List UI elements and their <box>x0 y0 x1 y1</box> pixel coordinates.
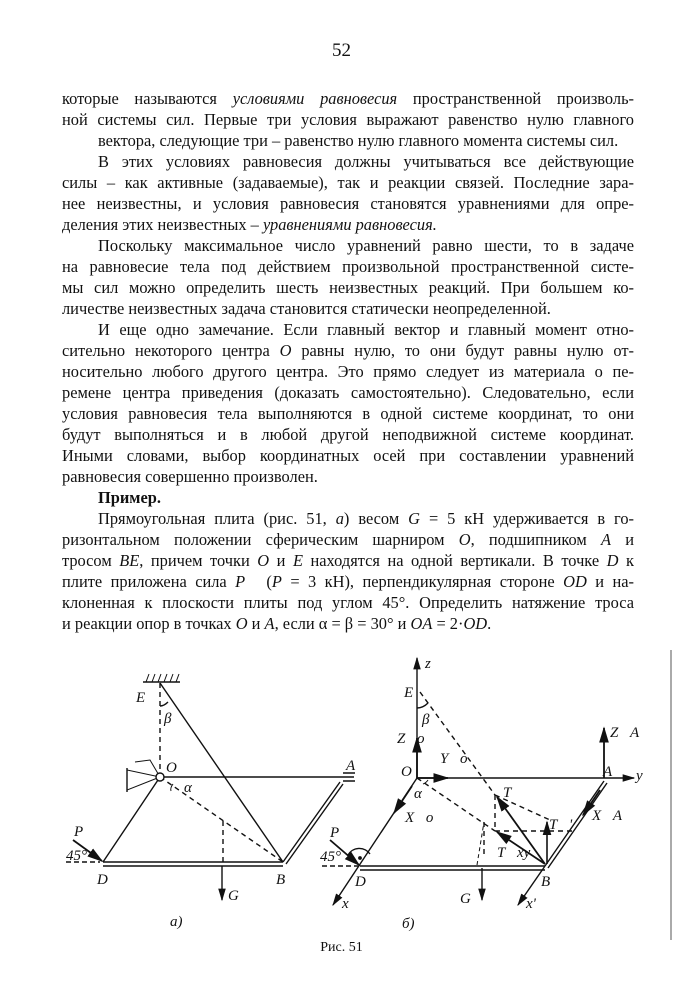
figure-a-labels <box>66 690 356 930</box>
figure-caption: Рис. 51 <box>320 940 363 955</box>
label-a: A <box>346 758 356 774</box>
italic-term: BE <box>119 551 140 570</box>
label-t-prime: T⃗' <box>549 817 573 833</box>
text-span: клоненная к плоскости плиты под углом 45°. Определить натяжение троса <box>62 593 634 612</box>
text-line <box>62 445 634 466</box>
label-p: P⃗ <box>74 824 95 840</box>
label-beta: β <box>164 711 172 727</box>
text-span: и реакции опор в точках <box>62 614 236 633</box>
text-span: к <box>618 551 635 570</box>
text-line <box>62 214 634 235</box>
text-line <box>62 592 634 613</box>
italic-term: OD <box>463 614 488 633</box>
italic-term: D <box>606 551 619 570</box>
label-angle: 45° <box>66 848 87 864</box>
label-txy: T⃗xy <box>497 845 531 861</box>
text-line <box>62 256 634 277</box>
section-heading <box>62 487 634 508</box>
italic-term: P⃗ <box>235 572 258 591</box>
text-span: силы – как активные (задаваемые), так и реакции связей. Последние зара- <box>62 173 634 192</box>
text-span: будут выполняться и в любой другой неподвижной системе координат. <box>62 425 634 444</box>
text-span: нее неизвестны, и условия равновесия становятся уравнениями для опре- <box>62 194 634 213</box>
text-line <box>62 319 634 340</box>
text-line <box>62 466 634 487</box>
text-span: Пример. <box>98 488 161 507</box>
text-span: личестве неизвестных задача становится статически неопределенной. <box>62 299 551 318</box>
text-line <box>62 340 634 361</box>
label-xa: X⃗A <box>592 808 622 824</box>
label-xo: X⃗o <box>405 810 434 826</box>
label-y: y <box>636 768 643 784</box>
figure-b <box>322 658 634 905</box>
italic-term: O <box>279 341 292 360</box>
text-span: пространственной произволь- <box>397 89 635 108</box>
text-span: В этих условиях равновесия должны учитываться все действующие <box>98 152 634 171</box>
label-x-prime: x' <box>526 896 536 912</box>
text-span: И еще одно замечание. Если главный вектор и главный момент отно- <box>98 320 634 339</box>
text-line <box>62 172 634 193</box>
text-line <box>62 88 634 109</box>
italic-term: OD <box>563 572 587 591</box>
text-span: и на- <box>586 572 634 591</box>
label-g: G⃗ <box>460 891 483 907</box>
text-span: и <box>611 530 635 549</box>
text-line <box>62 193 634 214</box>
text-span: ремене центра приведения (доказать самостоятельно). Следовательно, если <box>62 383 634 402</box>
italic-term: уравнениями равновесия. <box>262 215 437 234</box>
label-za: Z⃗A <box>610 725 640 741</box>
label-p: P⃗ <box>330 825 351 841</box>
label-t: T⃗ <box>503 785 524 801</box>
text-span: = 3 кН), перпендикулярная стороне <box>281 572 564 591</box>
text-line <box>62 130 634 151</box>
italic-term: O <box>458 530 471 549</box>
label-x: x <box>342 896 349 912</box>
page-number: 52 <box>332 40 351 61</box>
text-line <box>62 508 634 529</box>
text-line <box>62 151 634 172</box>
text-span: мы сил можно определить шесть неизвестных реакций. При большем ко- <box>62 278 634 297</box>
text-span: плите приложена сила <box>62 572 236 591</box>
label-yo: Y⃗o <box>440 751 468 767</box>
text-span: , подшипником <box>470 530 602 549</box>
text-span: , причем точки <box>139 551 258 570</box>
text-span: Поскольку максимальное число уравнений равно шести, то в задаче <box>98 236 634 255</box>
text-span: ) весом <box>343 509 409 528</box>
label-e: E <box>404 685 414 701</box>
text-span: = 2· <box>432 614 464 633</box>
text-span: деления этих неизвестных – <box>62 215 263 234</box>
text-span: и <box>269 551 293 570</box>
label-d: D <box>355 874 366 890</box>
text-span: находятся на одной вертикали. В точке <box>302 551 607 570</box>
text-line <box>62 361 634 382</box>
text-span: . <box>487 614 492 633</box>
subfigure-caption-a: а) <box>170 914 183 930</box>
text-line <box>62 613 634 634</box>
text-span: Иными словами, выбор координатных осей при составлении уравнений <box>62 446 634 465</box>
label-zo: Z⃗o <box>397 731 425 747</box>
figure-a <box>66 674 355 900</box>
label-beta: β <box>422 712 430 728</box>
text-line <box>62 571 634 592</box>
text-line <box>62 424 634 445</box>
text-span: = 5 кН удерживается в го- <box>420 509 634 528</box>
text-span: вектора, следующие три – равенство нулю главного момента системы сил. <box>98 131 619 150</box>
label-a: A <box>603 764 613 780</box>
label-b: B <box>276 872 286 888</box>
body-text <box>62 88 634 634</box>
text-span: ной системы сил. Первые три условия выражают равенство нулю главного <box>62 110 634 129</box>
italic-term: условиями равновесия <box>232 89 398 108</box>
text-span: равновесия совершенно произволен. <box>62 467 318 486</box>
italic-term: O <box>257 551 270 570</box>
text-line <box>62 382 634 403</box>
label-g: G⃗ <box>228 888 251 904</box>
text-span: тросом <box>62 551 120 570</box>
label-d: D <box>97 872 108 888</box>
text-line <box>62 298 634 319</box>
italic-term: G <box>408 509 420 528</box>
text-line <box>62 277 634 298</box>
text-line <box>62 550 634 571</box>
label-z: z <box>425 656 431 672</box>
italic-term: а <box>335 509 344 528</box>
text-span: носительно любого другого центра. Это прямо следует из материала о пе- <box>62 362 634 381</box>
label-e: E <box>136 690 146 706</box>
text-line <box>62 109 634 130</box>
text-line <box>62 403 634 424</box>
text-span: ризонтальном положении сферическим шарниром <box>62 530 459 549</box>
subfigure-caption-b: б) <box>402 916 415 932</box>
text-line <box>62 235 634 256</box>
label-alpha: α <box>184 780 192 796</box>
italic-term: O <box>235 614 248 633</box>
italic-term: E <box>292 551 303 570</box>
label-angle: 45° <box>320 849 341 865</box>
text-span: ( <box>257 572 272 591</box>
text-span: на равновесие тела под действием произвольной пространственной систе- <box>62 257 634 276</box>
text-line <box>62 529 634 550</box>
text-span: и <box>247 614 265 633</box>
text-span: Прямоугольная плита (рис. 51, <box>98 509 336 528</box>
text-span: условия равновесия тела выполняются в одной системе координат, то они <box>62 404 634 423</box>
text-span: равны нулю, то они будут равны нулю от- <box>291 341 634 360</box>
text-span: которые называются <box>62 89 233 108</box>
label-o: O <box>166 760 177 776</box>
text-span: сительно некоторого центра <box>62 341 280 360</box>
label-alpha: α <box>414 786 422 802</box>
italic-term: OA <box>410 614 433 633</box>
italic-term: P <box>271 572 282 591</box>
text-span: , если α = β = 30° и <box>274 614 411 633</box>
figure-51 <box>0 640 683 950</box>
label-b: B <box>541 874 551 890</box>
italic-term: A <box>601 530 612 549</box>
label-o: O <box>401 764 412 780</box>
italic-term: A <box>264 614 275 633</box>
